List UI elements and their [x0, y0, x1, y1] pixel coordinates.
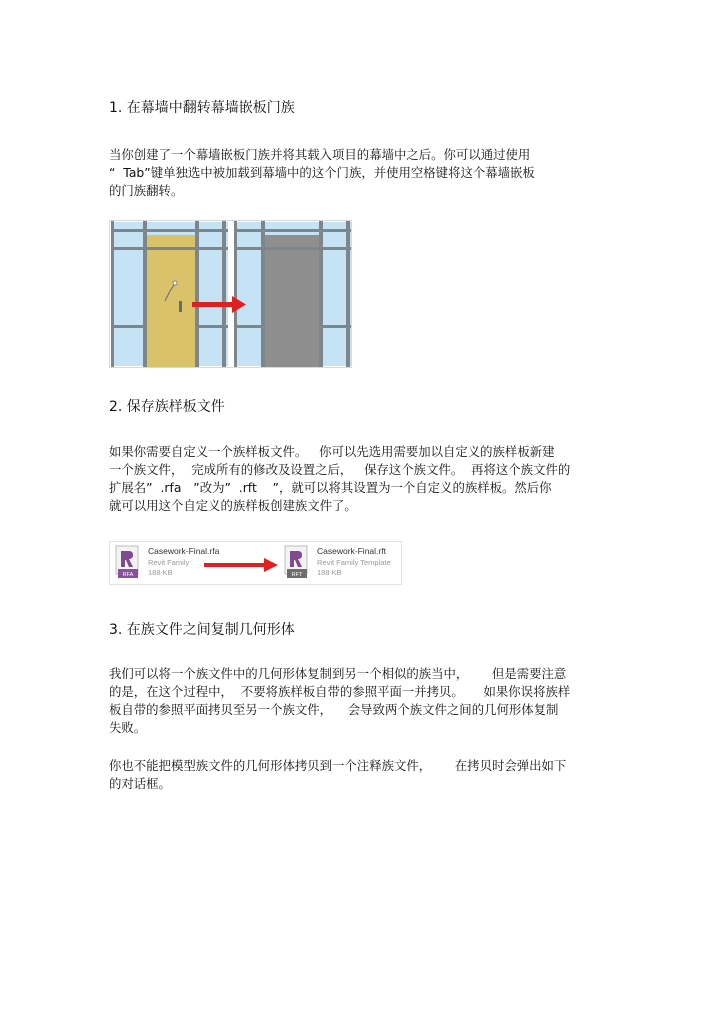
target-file-size: 188 KB — [317, 568, 342, 577]
paragraph-line: “ Tab”键单独选中被加载到幕墙中的这个门族，并使用空格键将这个幕墙嵌板 — [109, 165, 535, 180]
paragraph-line: 的门族翻转。 — [109, 183, 184, 198]
section-2-paragraph — [109, 443, 619, 515]
source-file-size: 188 KB — [148, 568, 173, 577]
paragraph-line: 你也不能把模型族文件的几何形体拷贝到一个注释族文件， 在拷贝时会弹出如下 — [109, 758, 567, 773]
paragraph-line: 如果你需要自定义一个族样板文件。 你可以先选用需要加以自定义的族样板新建 — [109, 444, 555, 459]
flipped-door-view — [234, 221, 351, 367]
file-rename-figure — [109, 541, 402, 585]
paragraph-line: 一个族文件， 完成所有的修改及设置之后， 保存这个族文件。 再将这个族文件的 — [109, 462, 571, 477]
paragraph-line: 的对话框。 — [109, 776, 171, 791]
curtain-wall-flip-figure — [109, 220, 352, 368]
target-file-type: Revit Family Template — [317, 558, 391, 567]
section-heading-3: 3. 在族文件之间复制几何形体 — [109, 622, 295, 638]
paragraph-line: 失败。 — [109, 720, 147, 735]
section-3-paragraph-1 — [109, 665, 619, 737]
rft-badge-text: RFT — [291, 572, 303, 578]
paragraph-line: 板自带的参照平面拷贝至另一个族文件， 会导致两个族文件之间的几何形体复制 — [109, 702, 559, 717]
paragraph-line: 当你创建了一个幕墙嵌板门族并将其载入项目的幕墙中之后。你可以通过使用 — [109, 147, 531, 162]
paragraph-line: 扩展名” .rfa ”改为” .rft ”，就可以将其设置为一个自定义的族样板。然后你 — [109, 480, 552, 495]
revit-family-file-icon — [115, 545, 141, 581]
paragraph-line: 我们可以将一个族文件中的几何形体复制到另一个相似的族当中， 但是需要注意 — [109, 666, 567, 681]
rfa-badge-text: RFA — [122, 572, 134, 578]
paragraph-line: 就可以用这个自定义的族样板创建族文件了。 — [109, 498, 357, 513]
paragraph-line: 的是，在这个过程中， 不要将族样板自带的参照平面一并拷贝。 如果你误将族样 — [109, 684, 571, 699]
curtain-wall-illustration — [110, 221, 351, 367]
section-1-paragraph — [109, 146, 619, 200]
section-heading-1: 1. 在幕墙中翻转幕墙嵌板门族 — [109, 100, 295, 116]
target-file-name: Casework-Final.rft — [317, 546, 386, 556]
revit-template-file-icon — [284, 545, 310, 581]
section-heading-2: 2. 保存族样板文件 — [109, 399, 225, 415]
section-3-paragraph-2 — [109, 757, 619, 793]
red-arrow-icon — [204, 558, 278, 572]
source-file-name: Casework-Final.rfa — [148, 546, 220, 556]
original-door-view — [111, 221, 228, 367]
source-file-type: Revit Family — [148, 558, 190, 567]
